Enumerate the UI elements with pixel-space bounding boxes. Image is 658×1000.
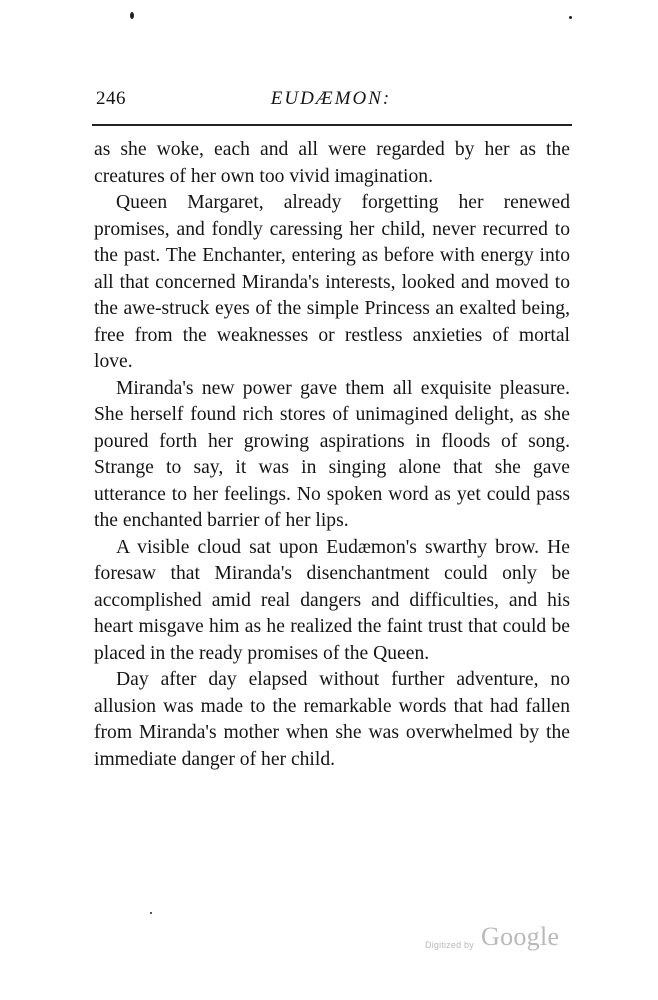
ink-speck-margin <box>150 912 152 914</box>
page-number: 246 <box>96 88 126 109</box>
paragraph-1: as she woke, each and all were regarded by her as the creatures of her own too vivid imagination. <box>94 139 570 187</box>
paragraph-5: Day after day elapsed without further adventure, no allusion was made to the remarkable words that had fallen from Miranda's mother when she was overwhelmed by the immediate danger of her child. <box>94 669 570 770</box>
digitized-watermark <box>425 922 565 962</box>
watermark-prefix: Digitized by <box>425 940 474 950</box>
google-logo: Google <box>481 922 560 951</box>
running-title: EUDÆMON: <box>270 88 392 109</box>
page-header <box>92 88 570 118</box>
paragraph-2: Queen Margaret, already forgetting her renewed promises, and fondly caressing her child, never recurred to the past. The Enchanter, entering as before with energy into all that concerned Miranda's interests, looked and moved to the awe-struck eyes of the simple Princess an exalted being, free from the weaknesses or restless anxieties of mortal love. <box>94 192 570 372</box>
ink-speck-corner <box>569 16 572 19</box>
paragraph-3: Miranda's new power gave them all exquisite pleasure. She herself found rich stores of unimagined delight, as she poured forth her growing aspirations in floods of song. Strange to say, it was in singing alone that she gave utterance to her feelings. No spoken word as yet could pass the enchanted barrier of her lips. <box>94 377 570 531</box>
body-text <box>94 137 570 773</box>
paragraph-4: A visible cloud sat upon Eudæmon's swarthy brow. He foresaw that Miranda's disenchantment could only be accomplished amid real dangers and difficulties, and his heart misgave him as he realized the faint trust that could be placed in the ready promises of the Queen. <box>94 536 570 664</box>
ink-speck-top <box>130 12 134 19</box>
header-rule <box>92 124 572 126</box>
